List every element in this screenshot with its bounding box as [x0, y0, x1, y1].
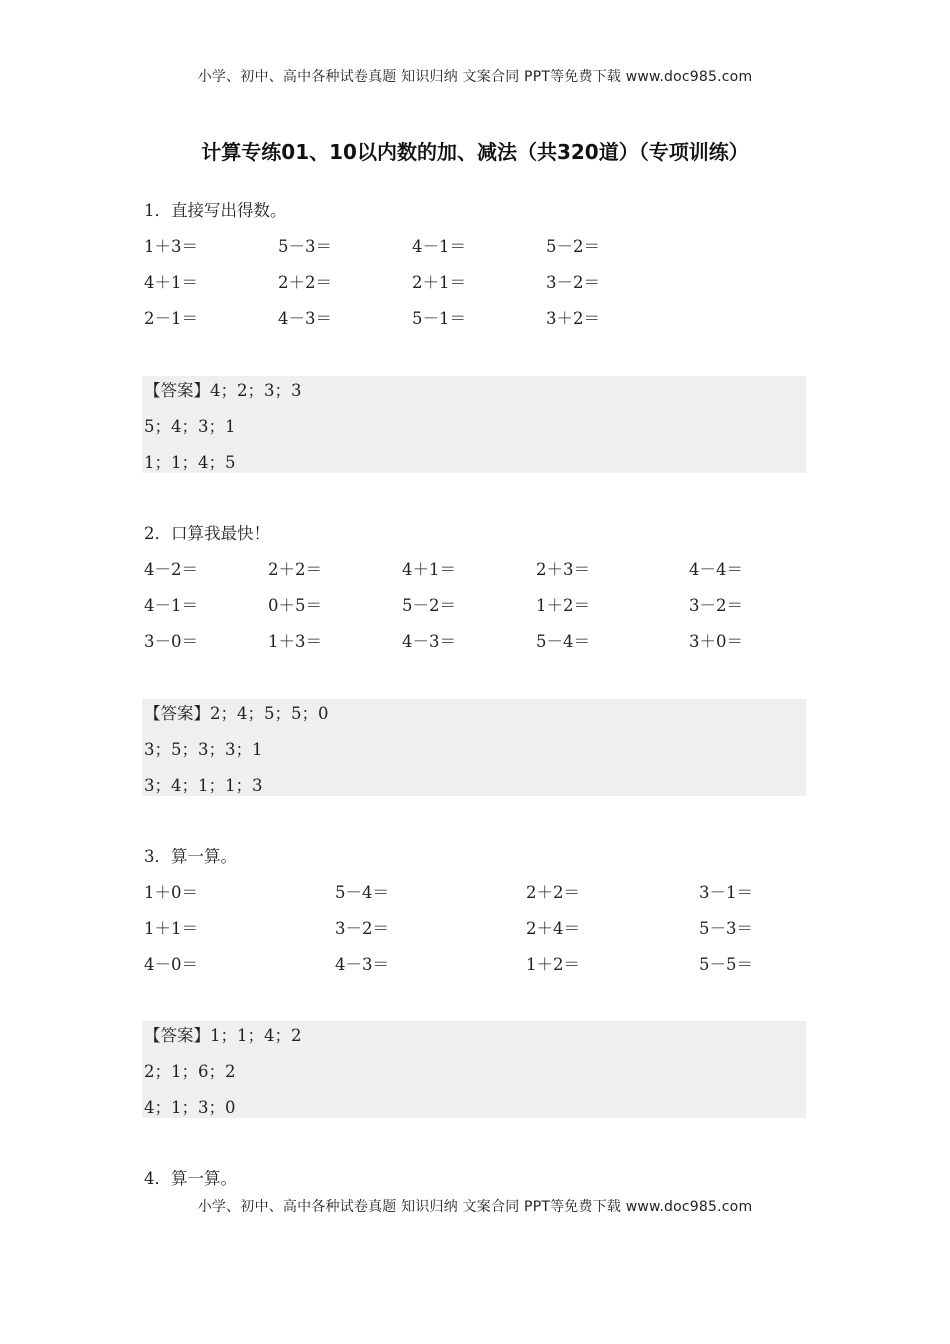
answer-line: 4；1；3；0: [144, 1098, 236, 1117]
answer-line: 2；1；6；2: [144, 1062, 236, 1081]
expression: 0＋5＝: [268, 596, 322, 615]
expression: 5－4＝: [536, 632, 590, 651]
expression: 4－4＝: [689, 560, 743, 579]
expression: 2＋2＝: [526, 883, 580, 902]
document-title: 计算专练01、10以内数的加、减法（共320道）（专项训练）: [201, 140, 749, 164]
expression: 5－4＝: [335, 883, 389, 902]
page-footer: 小学、初中、高中各种试卷真题 知识归纳 文案合同 PPT等免费下载 www.doc985.com: [197, 1199, 753, 1215]
expression: 3－2＝: [689, 596, 743, 615]
expression: 2＋2＝: [268, 560, 322, 579]
expression: 3－0＝: [144, 632, 198, 651]
expression: 3－1＝: [699, 883, 753, 902]
answer-line: 【答案】4；2；3；3: [144, 381, 302, 400]
expression: 5－2＝: [546, 237, 600, 256]
answer-line: 【答案】1；1；4；2: [144, 1026, 302, 1045]
expression: 1＋3＝: [268, 632, 322, 651]
expression: 4＋1＝: [144, 273, 198, 292]
page-header: 小学、初中、高中各种试卷真题 知识归纳 文案合同 PPT等免费下载 www.doc985.com: [197, 69, 753, 85]
question-3-title: 3．算一算。: [144, 847, 237, 866]
expression: 2＋3＝: [536, 560, 590, 579]
expression: 2＋1＝: [412, 273, 466, 292]
question-2-title: 2．口算我最快！: [144, 524, 270, 543]
expression: 5－1＝: [412, 309, 466, 328]
expression: 4－0＝: [144, 955, 198, 974]
expression: 5－5＝: [699, 955, 753, 974]
expression: 2－1＝: [144, 309, 198, 328]
expression: 4－1＝: [144, 596, 198, 615]
expression: 1＋1＝: [144, 919, 198, 938]
expression: 1＋3＝: [144, 237, 198, 256]
expression: 4－2＝: [144, 560, 198, 579]
expression: 3＋0＝: [689, 632, 743, 651]
expression: 3－2＝: [335, 919, 389, 938]
expression: 4－3＝: [278, 309, 332, 328]
expression: 1＋2＝: [526, 955, 580, 974]
question-1-title: 1．直接写出得数。: [144, 201, 287, 220]
answer-line: 5；4；3；1: [144, 417, 236, 436]
expression: 4－1＝: [412, 237, 466, 256]
expression: 2＋4＝: [526, 919, 580, 938]
expression: 3＋2＝: [546, 309, 600, 328]
expression: 1＋0＝: [144, 883, 198, 902]
answer-line: 3；5；3；3；1: [144, 740, 263, 759]
expression: 4－3＝: [402, 632, 456, 651]
answer-line: 【答案】2；4；5；5；0: [144, 704, 329, 723]
expression: 4－3＝: [335, 955, 389, 974]
question-4-title: 4．算一算。: [144, 1169, 237, 1188]
answer-line: 3；4；1；1；3: [144, 776, 263, 795]
expression: 5－3＝: [278, 237, 332, 256]
expression: 1＋2＝: [536, 596, 590, 615]
expression: 3－2＝: [546, 273, 600, 292]
expression: 2＋2＝: [278, 273, 332, 292]
answer-line: 1；1；4；5: [144, 453, 236, 472]
expression: 4＋1＝: [402, 560, 456, 579]
expression: 5－3＝: [699, 919, 753, 938]
expression: 5－2＝: [402, 596, 456, 615]
